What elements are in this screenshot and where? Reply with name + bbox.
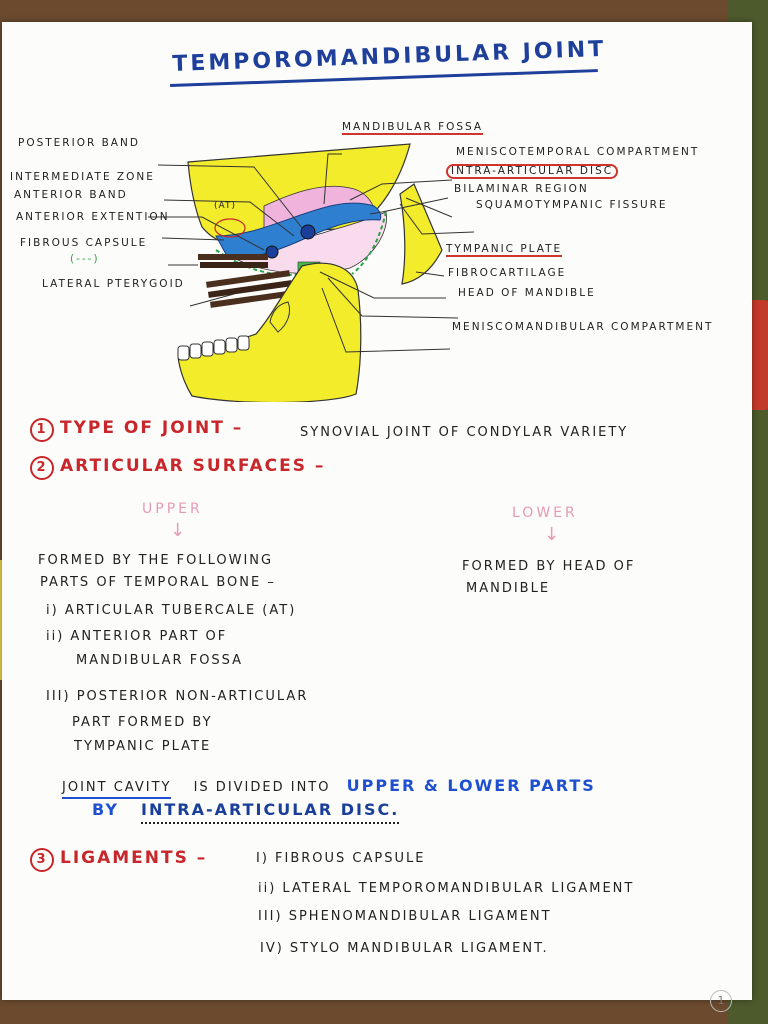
label-fibrous-capsule: FIBROUS CAPSULE bbox=[20, 237, 148, 249]
lower-label: LOWER bbox=[512, 505, 578, 521]
label-bilaminar-region: BILAMINAR REGION bbox=[454, 183, 589, 195]
upper-item-2-line2: MANDIBULAR FOSSA bbox=[76, 653, 244, 668]
upper-arrow-icon: ↓ bbox=[170, 520, 188, 541]
cavity-line1 bbox=[62, 778, 596, 794]
section-2-number: 2 bbox=[30, 456, 54, 480]
label-intra-articular-disc: INTRA-ARTICULAR DISC bbox=[446, 164, 618, 179]
label-head-of-mandible: HEAD OF MANDIBLE bbox=[458, 287, 596, 299]
label-tympanic-plate: TYMPANIC PLATE bbox=[446, 243, 563, 255]
ligament-item-1: I) FIBROUS CAPSULE bbox=[256, 851, 426, 866]
label-mandibular-fossa: MANDIBULAR FOSSA bbox=[342, 121, 484, 133]
page-number: 1 bbox=[710, 990, 732, 1012]
cavity-by: BY bbox=[92, 800, 119, 819]
label-capsule-key: (---) bbox=[70, 253, 100, 265]
cavity-highlight: UPPER & LOWER PARTS bbox=[346, 776, 596, 795]
tympanic-plate bbox=[400, 184, 442, 284]
section-articular-surfaces bbox=[30, 456, 325, 480]
ligament-item-4: IV) STYLO MANDIBULAR LIGAMENT. bbox=[260, 941, 549, 956]
upper-item-3-line1: III) POSTERIOR NON-ARTICULAR bbox=[46, 689, 309, 704]
upper-label: UPPER bbox=[142, 501, 203, 517]
lower-line1: FORMED BY HEAD OF bbox=[462, 559, 636, 574]
cavity-line2 bbox=[92, 802, 399, 818]
section-2-heading: 2 ARTICULAR SURFACES – bbox=[30, 456, 325, 476]
label-posterior-band: POSTERIOR BAND bbox=[18, 137, 140, 149]
lower-line2: MANDIBLE bbox=[466, 581, 551, 596]
lower-arrow-icon: ↓ bbox=[544, 524, 562, 545]
page-title: TEMPOROMANDIBULAR JOINT bbox=[172, 36, 607, 77]
upper-item-2-line1: ii) ANTERIOR PART OF bbox=[46, 629, 228, 644]
upper-intro-line2: PARTS OF TEMPORAL BONE – bbox=[40, 575, 276, 590]
joint-type-text: SYNOVIAL JOINT OF CONDYLAR VARIETY bbox=[300, 425, 629, 440]
joint-cavity-term: JOINT CAVITY bbox=[62, 780, 171, 799]
ligament-item-3: III) SPHENOMANDIBULAR LIGAMENT bbox=[258, 909, 552, 924]
section-ligaments bbox=[30, 848, 207, 872]
cavity-mid-text: IS DIVIDED INTO bbox=[193, 780, 331, 795]
label-squamotympanic-fissure: SQUAMOTYMPANIC FISSURE bbox=[476, 199, 668, 211]
label-meniscotemporal: MENISCOTEMPORAL COMPARTMENT bbox=[456, 146, 700, 158]
upper-item-1: i) ARTICULAR TUBERCALE (AT) bbox=[46, 603, 297, 618]
label-anterior-extention: ANTERIOR EXTENTION bbox=[16, 211, 170, 223]
label-at: (AT) bbox=[214, 201, 236, 211]
label-anterior-band: ANTERIOR BAND bbox=[14, 189, 128, 201]
label-meniscomandibular: MENISCOMANDIBULAR COMPARTMENT bbox=[452, 321, 714, 333]
upper-item-3-line2: PART FORMED BY bbox=[72, 715, 213, 730]
section-type-of-joint bbox=[30, 418, 243, 442]
upper-item-3-line3: TYMPANIC PLATE bbox=[74, 739, 212, 754]
label-fibrocartilage: FIBROCARTILAGE bbox=[448, 267, 567, 279]
upper-intro-line1: FORMED BY THE FOLLOWING bbox=[38, 553, 274, 568]
section-1-heading: 1 TYPE OF JOINT – bbox=[30, 418, 243, 438]
cavity-disc: INTRA-ARTICULAR DISC. bbox=[141, 800, 399, 824]
ligament-item-2: ii) LATERAL TEMPOROMANDIBULAR LIGAMENT bbox=[258, 881, 635, 896]
section-3-heading: 3 LIGAMENTS – bbox=[30, 848, 207, 868]
notes-page bbox=[2, 22, 752, 1007]
label-intermediate-zone: INTERMEDIATE ZONE bbox=[10, 171, 155, 183]
posterior-band bbox=[301, 225, 315, 239]
section-3-number: 3 bbox=[30, 848, 54, 872]
label-lateral-pterygoid: LATERAL PTERYGOID bbox=[42, 278, 185, 290]
section-1-number: 1 bbox=[30, 418, 54, 442]
